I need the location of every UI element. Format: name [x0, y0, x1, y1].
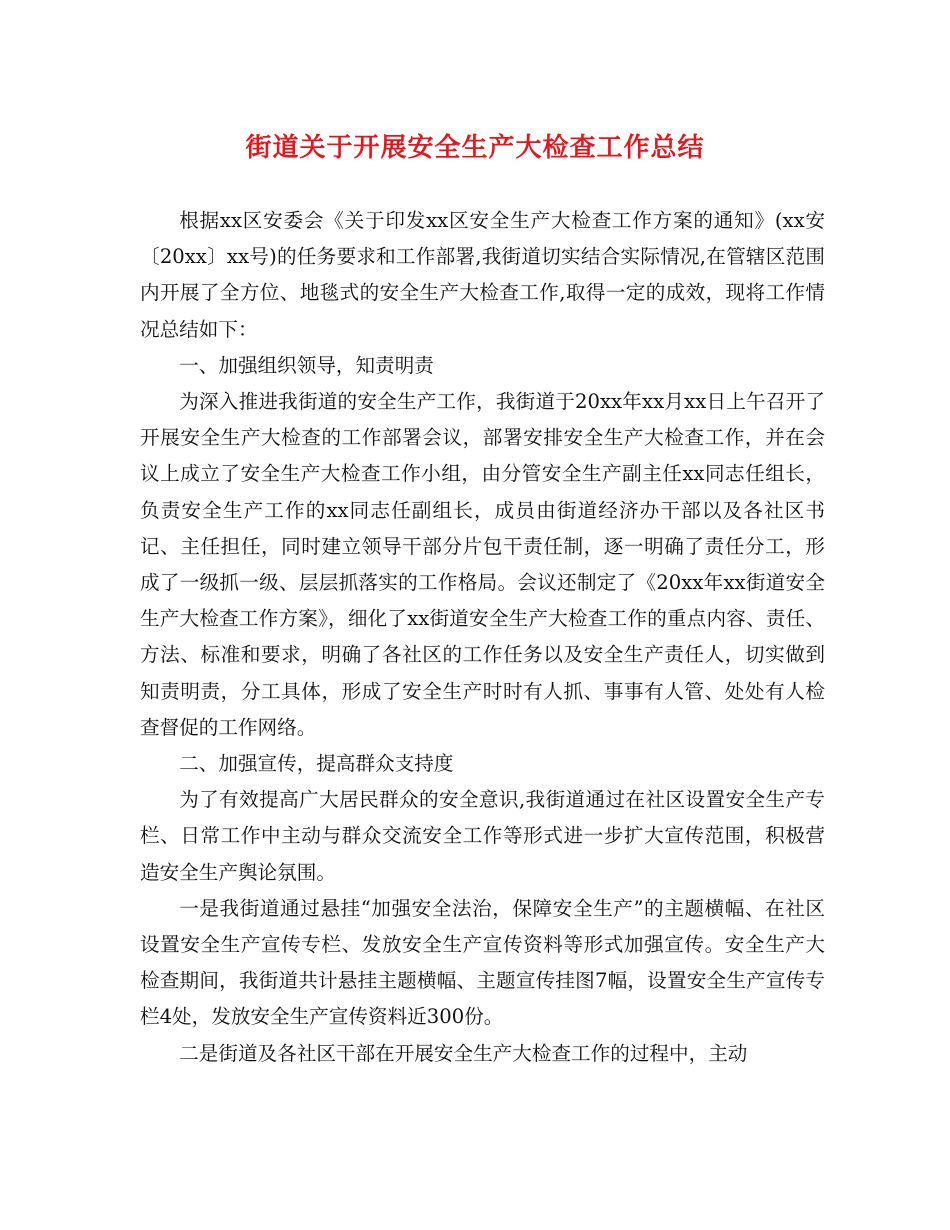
section-2-point-2: 二是街道及各社区干部在开展安全生产大检查工作的过程中，主动 — [179, 1041, 748, 1065]
section-heading-2: 二、加强宣传，提高群众支持度 — [179, 752, 454, 776]
document-title: 街道关于开展安全生产大检查工作总结 — [245, 133, 705, 163]
section-1-paragraph: 为深入推进我街道的安全生产工作，我街道于20xx年xx月xx日上午召开了开展安全生产大检查的工作部署会议，部署安排安全生产大检查工作，并在会议上成立了安全生产大检查工作小组，由分管安全生产副主任xx同志任组长，负责安全生产工作的xx同志任副组长，成员由街道经济办干部以及各社区书记、主任担任，同时建立领导干部分片包干责任制，逐一明确了责任分工，形成了一级抓一级、层层抓落实的工作格局。会议还制定了《20xx年xx街道安全生产大检查工作方案》，细化了xx街道安全生产大检查工作的重点内容、责任、方法、标准和要求，明确了各社区的工作任务以及安全生产责任人，切实做到知责明责，分工具体，形成了安全生产时时有人抓、事事有人管、处处有人检查督促的工作网络。 — [140, 390, 825, 739]
document-body — [140, 203, 825, 1072]
section-heading-1: 一、加强组织领导，知责明责 — [179, 353, 434, 377]
section-2-paragraph: 为了有效提高广大居民群众的安全意识,我街道通过在社区设置安全生产专栏、日常工作中主动与群众交流安全工作等形式进一步扩大宣传范围，积极营造安全生产舆论氛围。 — [140, 788, 825, 884]
section-2-point-1: 一是我街道通过悬挂“加强安全法治，保障安全生产”的主题横幅、在社区设置安全生产宣传专栏、发放安全生产宣传资料等形式加强宣传。安全生产大检查期间，我街道共计悬挂主题横幅、主题宣传挂图7幅，设置安全生产宣传专栏4处，发放安全生产宣传资料近300份。 — [140, 896, 825, 1029]
intro-paragraph: 根据xx区安委会《关于印发xx区安全生产大检查工作方案的通知》(xx安〔20xx〕xx号)的任务要求和工作部署,我街道切实结合实际情况,在管辖区范围内开展了全方位、地毯式的安全生产大检查工作,取得一定的成效，现将工作情况总结如下： — [140, 209, 825, 341]
